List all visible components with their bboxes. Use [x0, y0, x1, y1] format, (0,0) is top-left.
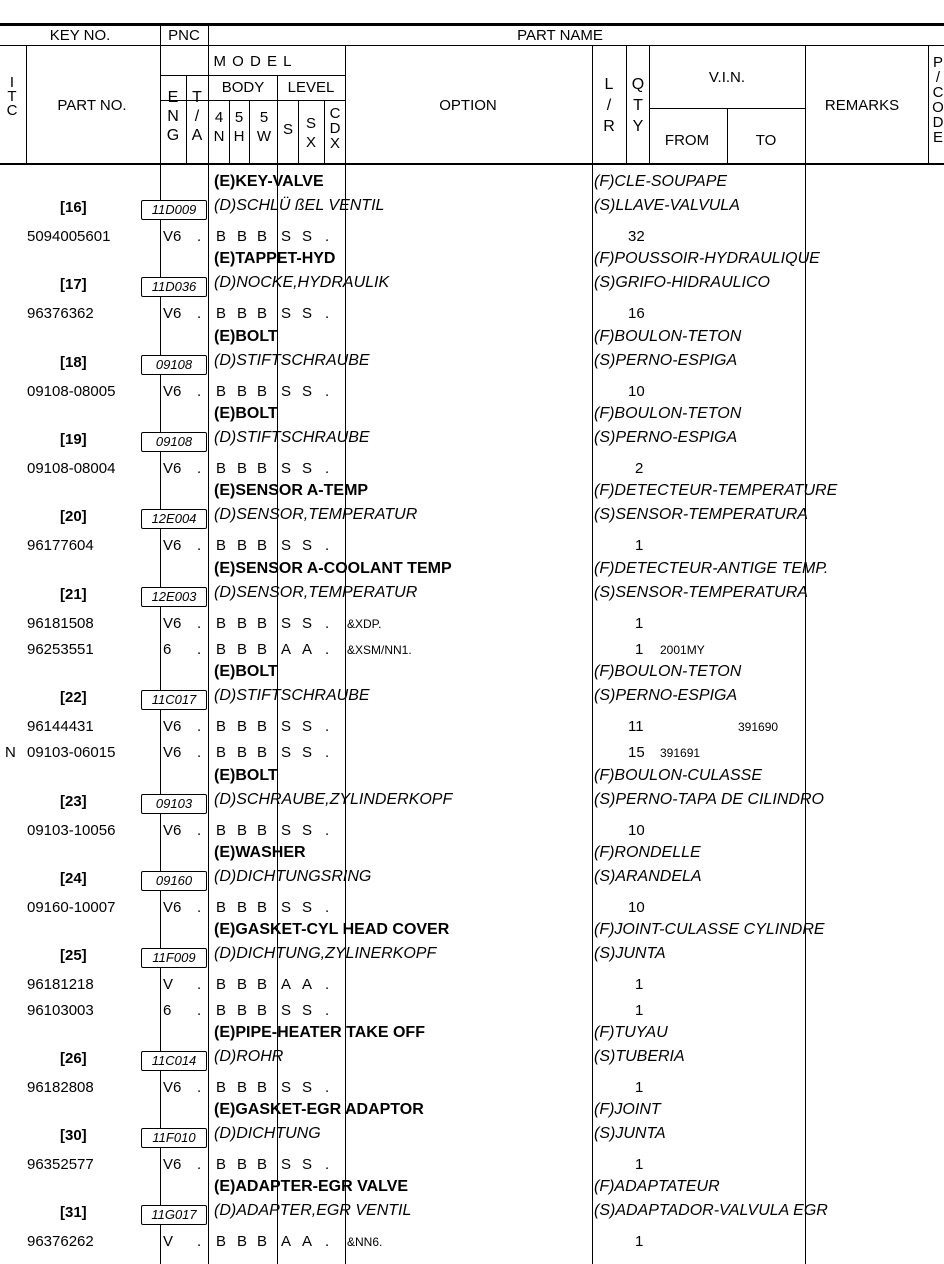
table-row	[0, 638, 944, 662]
part-name-german: (D)SENSOR,TEMPERATUR	[214, 584, 418, 601]
eng-cell: V6	[163, 615, 182, 632]
cdx-cell: .	[325, 537, 330, 554]
table-row	[0, 1153, 944, 1177]
vin-from-cell: 2001MY	[660, 643, 705, 657]
part-name-german: (D)SCHLÜ ßEL VENTIL	[214, 197, 385, 214]
part-name-german: (D)STIFTSCHRAUBE	[214, 352, 370, 369]
part-number: 96376362	[27, 305, 94, 322]
vin-from-header: FROM	[664, 132, 710, 149]
part-name-german: (D)DICHTUNGSRING	[214, 868, 372, 885]
body-cell: B	[237, 718, 248, 735]
part-name-german: (D)SCHRAUBE,ZYLINDERKOPF	[214, 791, 453, 808]
option-cell: &XSM/NN1.	[347, 643, 412, 657]
body-cell: B	[237, 641, 248, 658]
part-name-german: (D)NOCKE,HYDRAULIK	[214, 274, 390, 291]
key-no-header: KEY NO.	[49, 27, 111, 44]
part-name-german: (D)ROHR	[214, 1048, 284, 1065]
level-cell: S	[281, 1002, 292, 1019]
table-header	[0, 0, 944, 178]
qty-cell: 10	[628, 899, 645, 916]
part-name-german: (D)ADAPTER,EGR VENTIL	[214, 1202, 412, 1219]
part-group	[0, 1101, 944, 1149]
table-row	[0, 302, 944, 326]
table-row	[0, 1230, 944, 1254]
body-cell: B	[216, 1002, 227, 1019]
part-group	[0, 173, 944, 221]
part-name-english: (E)ADAPTER-EGR VALVE	[214, 1178, 409, 1195]
part-name-english: (E)BOLT	[214, 405, 278, 422]
part-name-french: (F)BOULON-TETON	[594, 328, 742, 345]
part-name-french: (F)DETECTEUR-TEMPERATURE	[594, 482, 838, 499]
part-number: 96182808	[27, 1079, 94, 1096]
cdx-cell: .	[325, 1156, 330, 1173]
eng-cell: 6	[163, 1002, 172, 1019]
body-cell: B	[216, 899, 227, 916]
qty-cell: 1	[635, 537, 644, 554]
body-cell: B	[216, 976, 227, 993]
option-cell: &XDP.	[347, 617, 382, 631]
body-cell: B	[257, 1002, 268, 1019]
part-group	[0, 767, 944, 815]
pnc-code: 11G017	[141, 1205, 207, 1225]
part-number: 96177604	[27, 537, 94, 554]
table-row	[0, 741, 944, 765]
body-cell: B	[257, 1079, 268, 1096]
ta-cell: .	[197, 1079, 202, 1096]
pnc-code: 11F010	[141, 1128, 207, 1148]
body-cell: B	[216, 1233, 227, 1250]
part-name-french: (F)DETECTEUR-ANTIGE TEMP.	[594, 560, 829, 577]
body-cell: B	[257, 537, 268, 554]
body-cell: B	[257, 641, 268, 658]
body-cell: B	[216, 305, 227, 322]
eng-cell: V6	[163, 228, 182, 245]
cdx-cell: .	[325, 641, 330, 658]
body-cell: B	[216, 822, 227, 839]
vin-to-header: TO	[755, 132, 777, 149]
body-header: BODY	[221, 79, 265, 96]
body-cell: B	[237, 305, 248, 322]
cdx-cell: .	[325, 822, 330, 839]
part-name-french: (F)BOULON-TETON	[594, 405, 742, 422]
eng-cell: V	[163, 976, 174, 993]
part-number: 09103-06015	[27, 744, 116, 761]
qty-cell: 1	[635, 1233, 644, 1250]
key-number: [24]	[60, 870, 87, 887]
level-cell: S	[281, 615, 292, 632]
part-name-spanish: (S)PERNO-ESPIGA	[594, 687, 738, 704]
key-number: [31]	[60, 1204, 87, 1221]
qty-cell: 10	[628, 383, 645, 400]
body-cell: B	[237, 976, 248, 993]
level-cell: S	[281, 822, 292, 839]
part-number: 96181218	[27, 976, 94, 993]
key-number: [21]	[60, 586, 87, 603]
part-name-english: (E)PIPE-HEATER TAKE OFF	[214, 1024, 425, 1041]
part-name-english: (E)SENSOR A-COOLANT TEMP	[214, 560, 452, 577]
pnc-code: 11D009	[141, 200, 207, 220]
part-name-spanish: (S)PERNO-ESPIGA	[594, 352, 738, 369]
body-cell: B	[257, 615, 268, 632]
cdx-cell: .	[325, 976, 330, 993]
eng-cell: V6	[163, 718, 182, 735]
cdx-cell: .	[325, 383, 330, 400]
part-number: 96181508	[27, 615, 94, 632]
table-row	[0, 380, 944, 404]
ta-cell: .	[197, 1233, 202, 1250]
key-number: [17]	[60, 276, 87, 293]
pnc-header: PNC	[168, 27, 200, 44]
eng-cell: 6	[163, 641, 172, 658]
body-cell: B	[237, 744, 248, 761]
eng-cell: V6	[163, 460, 182, 477]
eng-cell: V6	[163, 822, 182, 839]
level-cell: S	[302, 460, 313, 477]
ta-cell: .	[197, 1002, 202, 1019]
pnc-code: 12E003	[141, 587, 207, 607]
ta-cell: .	[197, 1156, 202, 1173]
cdx-cell: .	[325, 1002, 330, 1019]
part-group	[0, 482, 944, 530]
qty-cell: 1	[635, 641, 644, 658]
part-name-english: (E)KEY-VALVE	[214, 173, 324, 190]
body-cell: B	[257, 744, 268, 761]
ta-cell: .	[197, 718, 202, 735]
body-cell: B	[257, 228, 268, 245]
eng-cell: V6	[163, 899, 182, 916]
body-cell: B	[216, 460, 227, 477]
pnc-code: 11C017	[141, 690, 207, 710]
level-cell: S	[302, 1156, 313, 1173]
qty-cell: 1	[635, 1079, 644, 1096]
ta-cell: .	[197, 383, 202, 400]
pnc-code: 09108	[141, 355, 207, 375]
qty-cell: 1	[635, 1156, 644, 1173]
table-row	[0, 534, 944, 558]
body-cell: B	[257, 305, 268, 322]
level-cell: S	[302, 744, 313, 761]
level-header: LEVEL	[287, 79, 335, 96]
ta-cell: .	[197, 305, 202, 322]
body-col-4n: 4 N	[213, 109, 225, 145]
part-number: 5094005601	[27, 228, 111, 245]
qty-cell: 11	[628, 718, 644, 735]
part-number: 96144431	[27, 718, 94, 735]
body-cell: B	[237, 822, 248, 839]
part-name-french: (F)CLE-SOUPAPE	[594, 173, 728, 190]
level-cell: S	[302, 718, 313, 735]
key-number: [23]	[60, 793, 87, 810]
qty-cell: 2	[635, 460, 644, 477]
part-name-german: (D)DICHTUNG,ZYLINERKOPF	[214, 945, 437, 962]
part-number: 96253551	[27, 641, 94, 658]
option-cell: &NN6.	[347, 1235, 383, 1249]
body-cell: B	[237, 1156, 248, 1173]
body-cell: B	[237, 1233, 248, 1250]
level-cell: S	[302, 899, 313, 916]
table-row	[0, 715, 944, 739]
level-col-cdx: C D X	[329, 105, 341, 152]
body-cell: B	[216, 744, 227, 761]
part-name-german: (D)DICHTUNG	[214, 1125, 321, 1142]
part-name-english: (E)SENSOR A-TEMP	[214, 482, 369, 499]
part-name-english: (E)GASKET-EGR ADAPTOR	[214, 1101, 424, 1118]
itc-header: I T C	[6, 74, 18, 119]
eng-cell: V6	[163, 1079, 182, 1096]
key-number: [18]	[60, 354, 87, 371]
cdx-cell: .	[325, 305, 330, 322]
part-group	[0, 663, 944, 711]
body-col-5h: 5 H	[233, 109, 245, 145]
body-cell: B	[216, 1079, 227, 1096]
ta-header: T / A	[191, 89, 203, 144]
part-group	[0, 844, 944, 892]
part-name-english: (E)BOLT	[214, 663, 278, 680]
part-name-spanish: (S)SENSOR-TEMPERATURA	[594, 584, 808, 601]
cdx-cell: .	[325, 744, 330, 761]
level-cell: A	[281, 641, 292, 658]
body-cell: B	[257, 1233, 268, 1250]
level-cell: S	[281, 718, 292, 735]
ta-cell: .	[197, 228, 202, 245]
itc-cell: N	[5, 744, 16, 761]
body-cell: B	[237, 1079, 248, 1096]
part-name-french: (F)ADAPTATEUR	[594, 1178, 720, 1195]
pnc-code: 09160	[141, 871, 207, 891]
part-name-english: (E)BOLT	[214, 328, 278, 345]
ta-cell: .	[197, 744, 202, 761]
body-col-5w: 5 W	[256, 109, 272, 145]
key-number: [22]	[60, 689, 87, 706]
part-name-german: (D)SENSOR,TEMPERATUR	[214, 506, 418, 523]
eng-cell: V6	[163, 537, 182, 554]
remarks-header: REMARKS	[824, 97, 900, 114]
body-cell: B	[257, 976, 268, 993]
part-name-spanish: (S)SENSOR-TEMPERATURA	[594, 506, 808, 523]
level-col-s: S	[282, 121, 293, 138]
body-cell: B	[216, 641, 227, 658]
body-cell: B	[237, 537, 248, 554]
part-name-header: PART NAME	[517, 27, 603, 44]
ta-cell: .	[197, 537, 202, 554]
table-row	[0, 973, 944, 997]
qty-cell: 16	[628, 305, 645, 322]
part-number: 09108-08005	[27, 383, 116, 400]
body-cell: B	[237, 460, 248, 477]
level-cell: S	[281, 899, 292, 916]
cdx-cell: .	[325, 718, 330, 735]
part-number: 09108-08004	[27, 460, 116, 477]
body-cell: B	[216, 228, 227, 245]
part-group	[0, 405, 944, 453]
eng-cell: V	[163, 1233, 174, 1250]
body-cell: B	[257, 383, 268, 400]
level-cell: S	[302, 228, 313, 245]
key-number: [26]	[60, 1050, 87, 1067]
part-group	[0, 1178, 944, 1226]
table-row	[0, 1076, 944, 1100]
part-number: 09160-10007	[27, 899, 116, 916]
cdx-cell: .	[325, 460, 330, 477]
table-row	[0, 457, 944, 481]
part-name-french: (F)TUYAU	[594, 1024, 668, 1041]
part-name-spanish: (S)PERNO-ESPIGA	[594, 429, 738, 446]
key-number: [20]	[60, 508, 87, 525]
cdx-cell: .	[325, 1079, 330, 1096]
pnc-code: 12E004	[141, 509, 207, 529]
pnc-code: 09108	[141, 432, 207, 452]
body-cell: B	[237, 615, 248, 632]
ta-cell: .	[197, 641, 202, 658]
body-cell: B	[216, 1156, 227, 1173]
level-col-sx: S X	[305, 115, 316, 151]
eng-cell: V6	[163, 383, 182, 400]
level-cell: A	[281, 976, 292, 993]
table-row	[0, 819, 944, 843]
level-cell: S	[281, 744, 292, 761]
eng-cell: V6	[163, 305, 182, 322]
ta-cell: .	[197, 615, 202, 632]
part-name-english: (E)TAPPET-HYD	[214, 250, 336, 267]
part-name-spanish: (S)JUNTA	[594, 945, 666, 962]
part-name-french: (F)BOULON-CULASSE	[594, 767, 763, 784]
level-cell: S	[281, 1079, 292, 1096]
eng-cell: V6	[163, 1156, 182, 1173]
level-cell: S	[302, 1002, 313, 1019]
part-group	[0, 921, 944, 969]
cdx-cell: .	[325, 1233, 330, 1250]
qty-cell: 10	[628, 822, 645, 839]
level-cell: S	[302, 305, 313, 322]
part-name-spanish: (S)ADAPTADOR-VALVULA EGR	[594, 1202, 828, 1219]
eng-cell: V6	[163, 744, 182, 761]
part-name-german: (D)STIFTSCHRAUBE	[214, 687, 370, 704]
body-cell: B	[237, 1002, 248, 1019]
part-number: 96376262	[27, 1233, 94, 1250]
qty-cell: 15	[628, 744, 645, 761]
key-number: [30]	[60, 1127, 87, 1144]
level-cell: A	[302, 976, 313, 993]
qty-header: Q T Y	[631, 76, 645, 135]
body-cell: B	[237, 383, 248, 400]
part-number: 96352577	[27, 1156, 94, 1173]
body-cell: B	[257, 460, 268, 477]
ta-cell: .	[197, 976, 202, 993]
qty-cell: 1	[635, 1002, 644, 1019]
body-cell: B	[237, 899, 248, 916]
pnc-code: 11C014	[141, 1051, 207, 1071]
level-cell: A	[281, 1233, 292, 1250]
key-number: [19]	[60, 431, 87, 448]
pnc-code: 11F009	[141, 948, 207, 968]
pnc-code: 09103	[141, 794, 207, 814]
part-name-spanish: (S)ARANDELA	[594, 868, 702, 885]
part-name-spanish: (S)TUBERIA	[594, 1048, 685, 1065]
eng-header: E N G	[166, 89, 180, 144]
part-name-french: (F)JOINT	[594, 1101, 661, 1118]
level-cell: A	[302, 1233, 313, 1250]
part-name-french: (F)BOULON-TETON	[594, 663, 742, 680]
part-group	[0, 1024, 944, 1072]
part-no-header: PART NO.	[57, 97, 127, 114]
pnc-code: 11D036	[141, 277, 207, 297]
ta-cell: .	[197, 822, 202, 839]
level-cell: S	[281, 383, 292, 400]
part-name-english: (E)WASHER	[214, 844, 306, 861]
part-name-english: (E)GASKET-CYL HEAD COVER	[214, 921, 450, 938]
cdx-cell: .	[325, 615, 330, 632]
key-number: [25]	[60, 947, 87, 964]
part-name-spanish: (S)PERNO-TAPA DE CILINDRO	[594, 791, 824, 808]
level-cell: S	[302, 1079, 313, 1096]
model-header: M O D E L	[213, 53, 293, 70]
ta-cell: .	[197, 899, 202, 916]
level-cell: S	[281, 1156, 292, 1173]
option-header: OPTION	[439, 97, 497, 114]
part-number: 96103003	[27, 1002, 94, 1019]
table-row	[0, 896, 944, 920]
part-name-spanish: (S)LLAVE-VALVULA	[594, 197, 740, 214]
qty-cell: 1	[635, 976, 644, 993]
table-row	[0, 612, 944, 636]
cdx-cell: .	[325, 899, 330, 916]
body-cell: B	[216, 718, 227, 735]
key-number: [16]	[60, 199, 87, 216]
table-row	[0, 225, 944, 249]
pcode-header: P / C O D E	[932, 54, 944, 146]
body-cell: B	[257, 718, 268, 735]
body-cell: B	[216, 383, 227, 400]
ta-cell: .	[197, 460, 202, 477]
part-group	[0, 560, 944, 608]
level-cell: S	[302, 615, 313, 632]
level-cell: S	[302, 383, 313, 400]
body-cell: B	[216, 537, 227, 554]
body-cell: B	[216, 615, 227, 632]
level-cell: S	[281, 537, 292, 554]
body-cell: B	[257, 899, 268, 916]
vin-from-cell: 391691	[660, 746, 701, 760]
level-cell: A	[302, 641, 313, 658]
part-number: 09103-10056	[27, 822, 116, 839]
part-name-english: (E)BOLT	[214, 767, 278, 784]
body-cell: B	[257, 822, 268, 839]
level-cell: S	[302, 822, 313, 839]
vin-header: V.I.N.	[708, 69, 746, 86]
cdx-cell: .	[325, 228, 330, 245]
part-name-french: (F)JOINT-CULASSE CYLINDRE	[594, 921, 825, 938]
vin-to-cell: 391690	[738, 720, 779, 734]
part-name-spanish: (S)GRIFO-HIDRAULICO	[594, 274, 770, 291]
level-cell: S	[281, 460, 292, 477]
level-cell: S	[281, 305, 292, 322]
level-cell: S	[281, 228, 292, 245]
part-name-german: (D)STIFTSCHRAUBE	[214, 429, 370, 446]
part-name-french: (F)RONDELLE	[594, 844, 701, 861]
part-group	[0, 250, 944, 298]
qty-cell: 32	[628, 228, 645, 245]
part-name-french: (F)POUSSOIR-HYDRAULIQUE	[594, 250, 820, 267]
part-name-spanish: (S)JUNTA	[594, 1125, 666, 1142]
qty-cell: 1	[635, 615, 644, 632]
lr-header: L / R	[603, 76, 615, 135]
part-group	[0, 328, 944, 376]
body-cell: B	[237, 228, 248, 245]
body-cell: B	[257, 1156, 268, 1173]
table-row	[0, 999, 944, 1023]
level-cell: S	[302, 537, 313, 554]
